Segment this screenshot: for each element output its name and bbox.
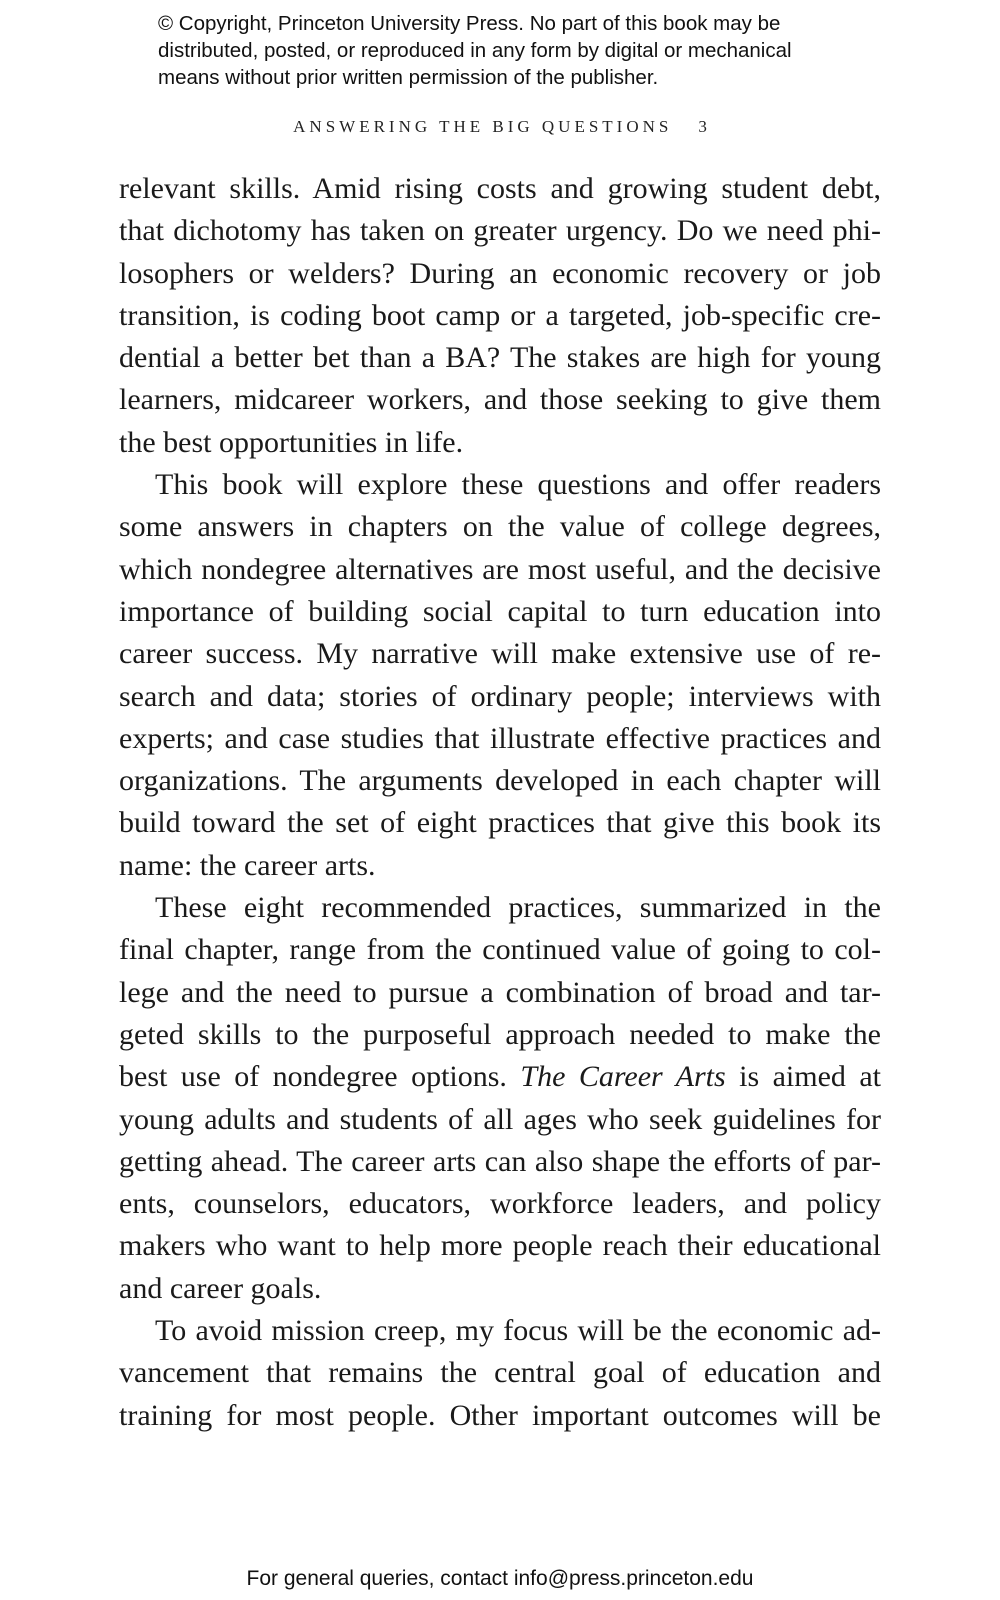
text-segment: is aimed at [725,1060,881,1094]
text-line: name: the career arts. [119,848,376,882]
copyright-line: distributed, posted, or reproduced in any form by digital or mechanical [158,39,792,62]
text-line: makers who want to help more people reach their educational [119,1229,881,1263]
text-line: losophers or welders? During an economic recovery or job [119,256,881,290]
text-line: transition, is coding boot camp or a targeted, job-specific cre- [119,298,881,332]
copyright-line: means without prior written permission of the publisher. [158,66,659,89]
copyright-notice [158,10,918,91]
text-line: vancement that remains the central goal of education and [119,1356,881,1390]
text-line: final chapter, range from the continued value of going to col- [119,933,881,967]
text-line: geted skills to the purposeful approach needed to make the [119,1017,881,1051]
text-line: the best opportunities in life. [119,425,464,459]
text-line: career success. My narrative will make extensive use of re- [119,637,881,671]
text-line-mixed [119,1056,881,1098]
text-line: and career goals. [119,1271,322,1305]
text-line: dential a better bet than a BA? The stakes are high for young [119,341,881,375]
text-line: experts; and case studies that illustrate effective practices and [119,721,881,755]
running-head [0,117,1000,137]
footer-contact: For general queries, contact info@press.princeton.edu [246,1567,754,1590]
page-number: 3 [698,117,707,136]
book-title-italic: The Career Arts [520,1060,726,1094]
text-line: To avoid mission creep, my focus will be the economic ad- [155,1314,881,1348]
text-line: getting ahead. The career arts can also shape the efforts of par- [119,1144,881,1178]
text-line: build toward the set of eight practices that give this book its [119,806,881,840]
text-line: that dichotomy has taken on greater urgency. Do we need phi- [119,214,881,248]
text-line: some answers in chapters on the value of college degrees, [119,510,881,544]
text-line: ents, counselors, educators, workforce leaders, and policy [119,1187,881,1221]
running-head-title: ANSWERING THE BIG QUESTIONS [293,117,673,136]
text-line: search and data; stories of ordinary people; interviews with [119,679,881,713]
copyright-line: © Copyright, Princeton University Press. No part of this book may be [158,12,781,35]
text-line: learners, midcareer workers, and those seeking to give them [119,383,881,417]
text-line: organizations. The arguments developed in each chapter will [119,764,881,798]
text-line: These eight recommended practices, summarized in the [155,891,881,925]
text-line: importance of building social capital to turn education into [119,594,881,628]
body-text [119,168,881,1437]
text-line: young adults and students of all ages who seek guidelines for [119,1102,881,1136]
text-segment: best use of nondegree options. [119,1060,521,1094]
text-line: training for most people. Other important outcomes will be [119,1398,881,1432]
text-line: relevant skills. Amid rising costs and growing student debt, [119,172,881,205]
text-line: which nondegree alternatives are most useful, and the decisive [119,552,881,586]
text-line: lege and the need to pursue a combination of broad and tar- [119,975,881,1009]
text-line: This book will explore these questions and offer readers [155,468,881,502]
